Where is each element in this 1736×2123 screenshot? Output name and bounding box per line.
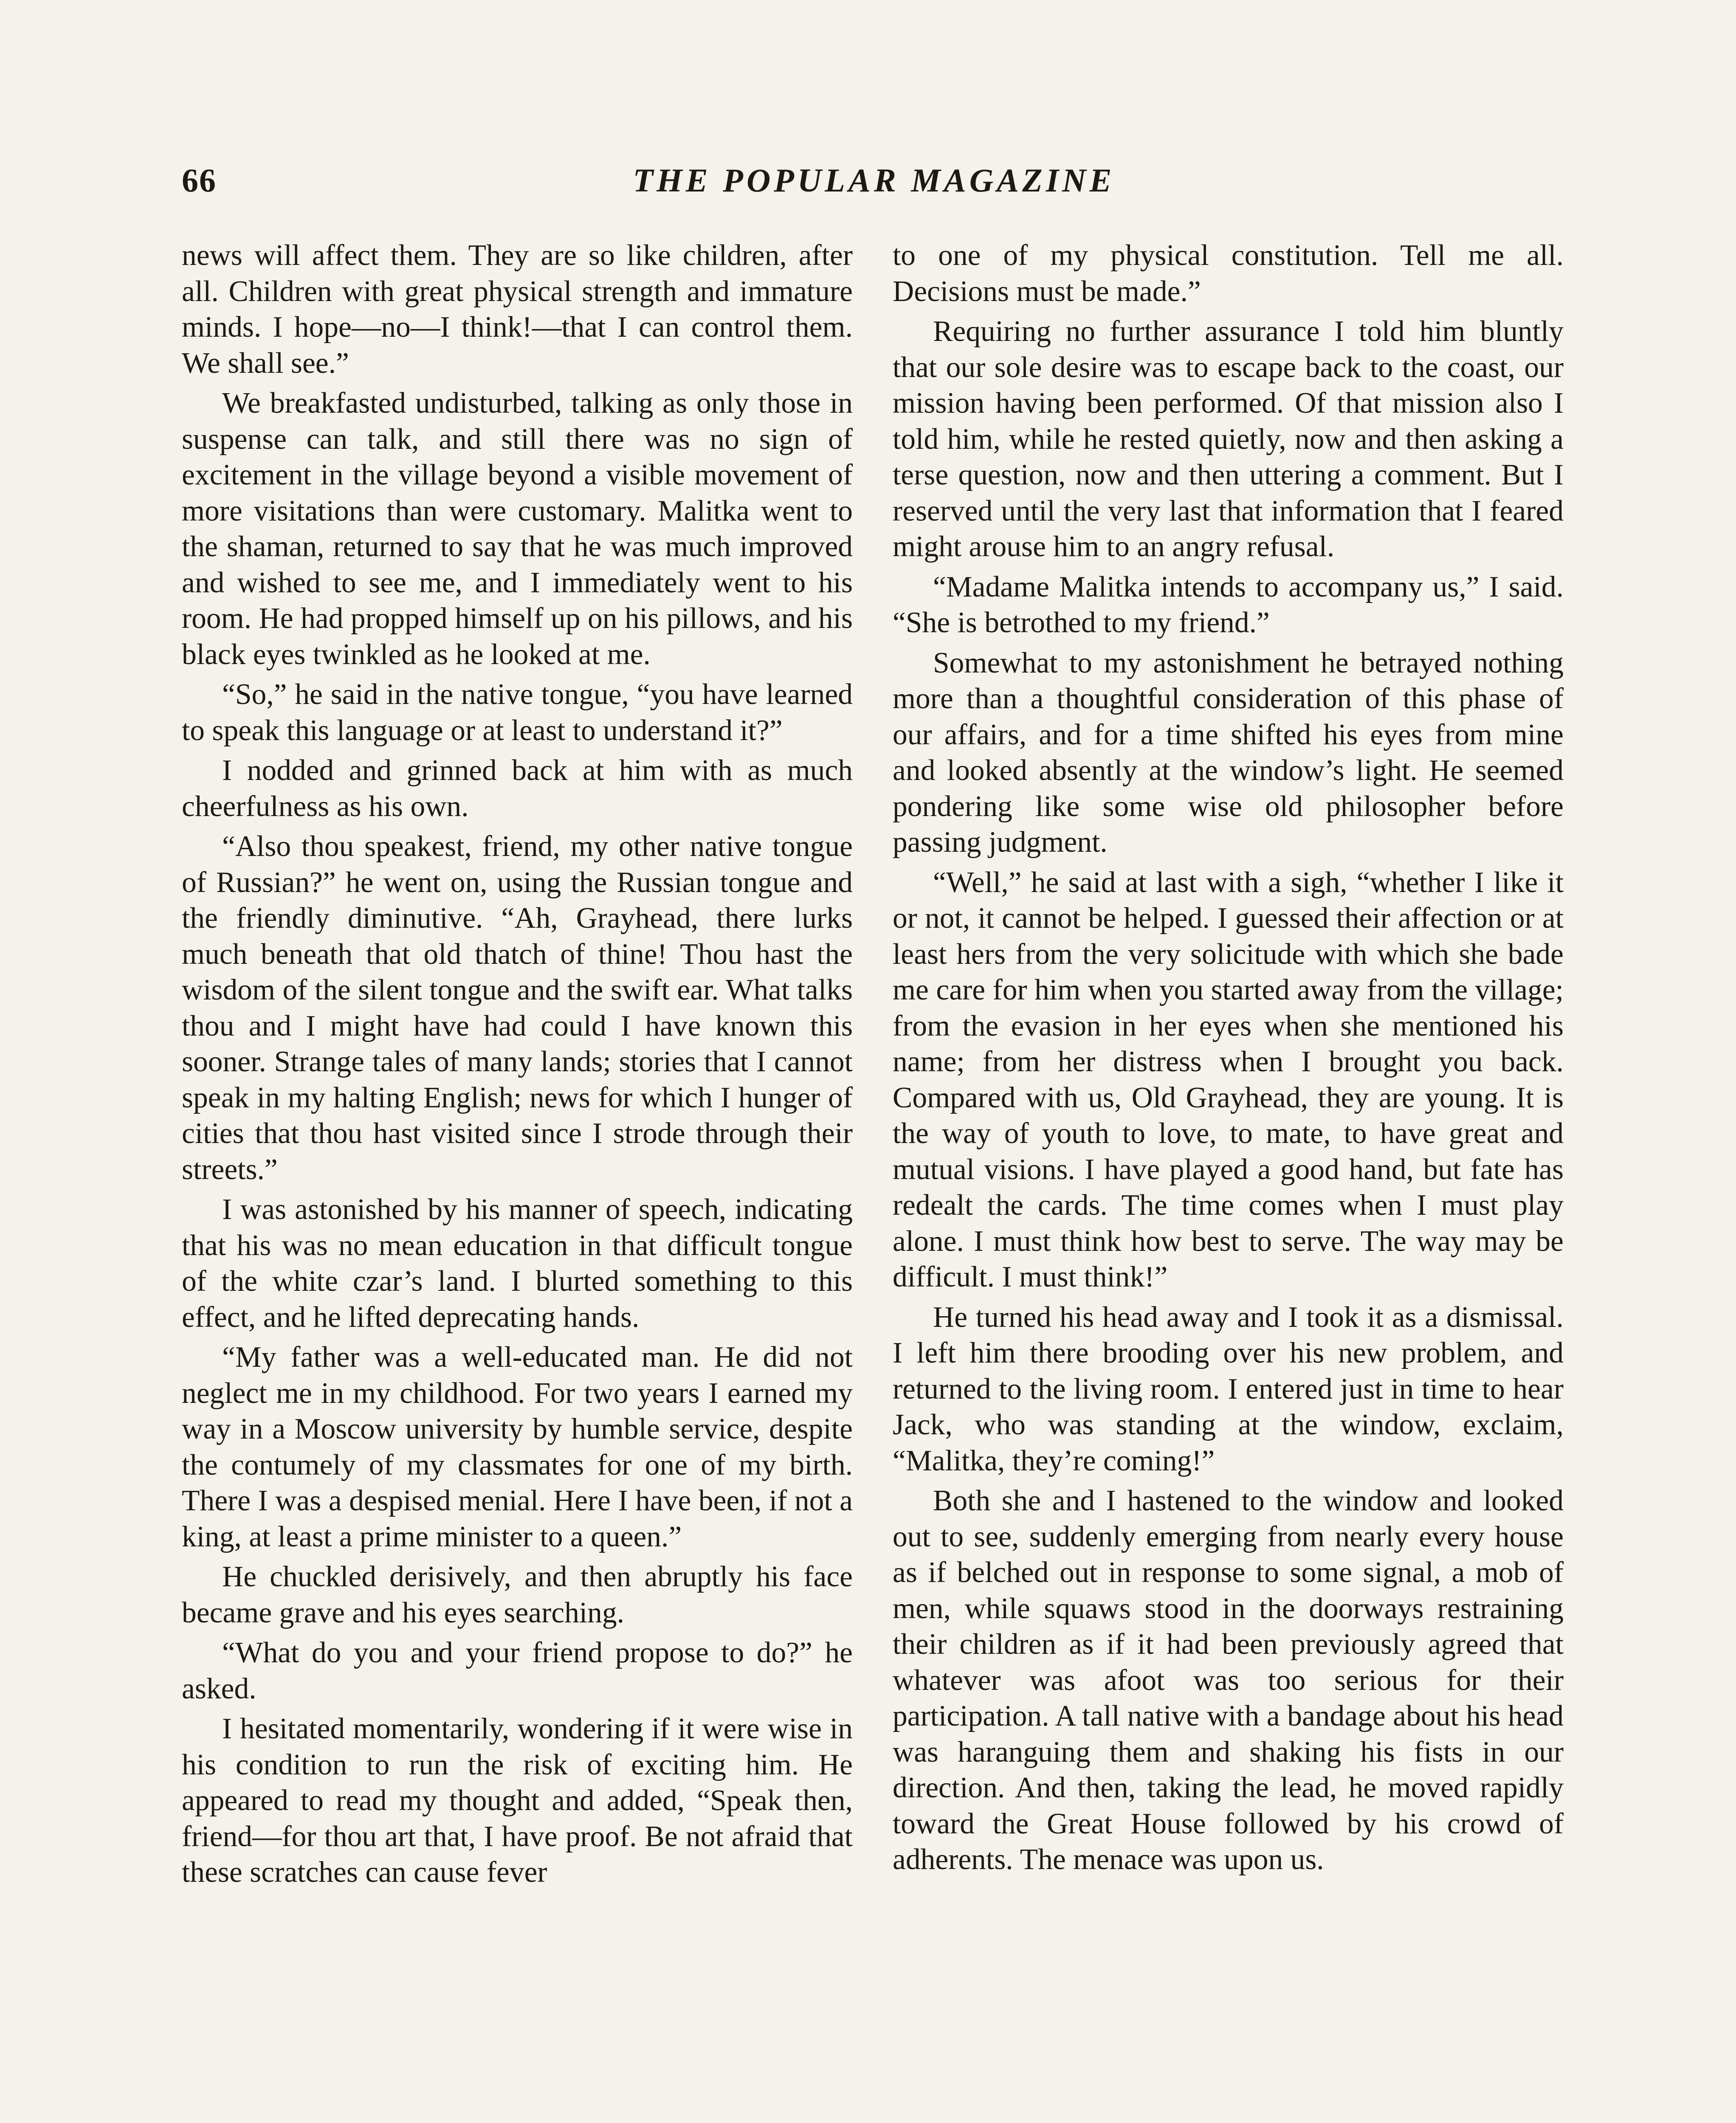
paragraph: “Also thou speakest, friend, my other native tongue of Russian?” he went on, using the Russian tongue and the friendly diminutive. “Ah, Grayhead, there lurks much beneath that old thatch of thine! Thou hast the wisdom of the silent tongue and the swift ear. What talks thou and I might have had could I have known this sooner. Strange tales of many lands; stories that I cannot speak in my halting English; news for which I hunger of cities that thou hast visited since I strode through their streets.” [182, 830, 853, 1186]
paragraph: “Well,” he said at last with a sigh, “whether I like it or not, it cannot be helped. I guessed their affection or at least hers from the very solicitude with which she bade me care for him when you started away from the village; from the evasion in her eyes when she mentioned his name; from her distress when I brought you back. Compared with us, Old Grayhead, they are young. It is the way of youth to love, to mate, to have great and mutual visions. I have played a good hand, but fate has redealt the cards. The time comes when I must play alone. I must think how best to serve. The way may be difficult. I must think!” [893, 866, 1564, 1293]
paragraph: I nodded and grinned back at him with as much cheerfulness as his own. [182, 754, 853, 823]
paragraph: Somewhat to my astonishment he betrayed nothing more than a thoughtful consideration of this phase of our affairs, and for a time shifted his eyes from mine and looked absently at the window’s light. He seemed pondering like some wise old philosopher before passing judgment. [893, 646, 1564, 859]
paragraph: Both she and I hastened to the window and looked out to see, suddenly emerging from nearly every house as if belched out in response to some signal, a mob of men, while squaws stood in the doorways restraining their children as if it had been previously agreed that whatever was afoot was too serious for their participation. A tall native with a bandage about his head was haranguing them and shaking his fists in our direction. And then, taking the lead, he moved rapidly toward the Great House followed by his crowd of adherents. The menace was upon us. [893, 1484, 1564, 1876]
paragraph: I was astonished by his manner of speech, indicating that his was no mean education in that difficult tongue of the white czar’s land. I blurted something to this effect, and he lifted deprecating hands. [182, 1193, 853, 1334]
page-header [182, 161, 1566, 217]
paragraph: “Madame Malitka intends to accompany us,” I said. “She is betrothed to my friend.” [893, 570, 1564, 639]
paragraph: He turned his head away and I took it as a dismissal. I left him there brooding over his new problem, and returned to the living room. I entered just in time to hear Jack, who was standing at the window, exclaim, “Malitka, they’re coming!” [893, 1301, 1564, 1477]
paragraph: He chuckled derisively, and then abruptly his face became grave and his eyes searching. [182, 1560, 853, 1629]
paragraph: “What do you and your friend propose to do?” he asked. [182, 1636, 853, 1705]
paragraph: “So,” he said in the native tongue, “you have learned to speak this language or at least to understand it?” [182, 678, 853, 747]
page-number: 66 [182, 162, 217, 199]
paragraph: “My father was a well-educated man. He did not neglect me in my childhood. For two years I earned my way in a Moscow university by humble service, despite the contumely of my classmates for one of my birth. There I was a despised menial. Here I have been, if not a king, at least a prime minister to a queen.” [182, 1341, 853, 1553]
left-column [182, 238, 853, 1895]
paragraph: to one of my physical constitution. Tell me all. Decisions must be made.” [893, 239, 1564, 308]
paragraph: news will affect them. They are so like children, after all. Children with great physical strength and immature minds. I hope—no—I think!—that I can control them. We shall see.” [182, 239, 853, 380]
paragraph: We breakfasted undisturbed, talking as only those in suspense can talk, and still there was no sign of excitement in the village beyond a visible movement of more visitations than were customary. Malitka went to the shaman, returned to say that he was much improved and wished to see me, and I immediately went to his room. He had propped himself up on his pillows, and his black eyes twinkled as he looked at me. [182, 387, 853, 671]
paragraph: Requiring no further assurance I told him bluntly that our sole desire was to escape back to the coast, our mission having been performed. Of that mission also I told him, while he rested quietly, now and then asking a terse question, now and then uttering a comment. But I reserved until the very last that information that I feared might arouse him to an angry refusal. [893, 315, 1564, 563]
right-column [893, 238, 1564, 1882]
paragraph: I hesitated momentarily, wondering if it were wise in his condition to run the risk of exciting him. He appeared to read my thought and added, “Speak then, friend—for thou art that, I have proof. Be not afraid that these scratches can cause fever [182, 1712, 853, 1889]
running-head: THE POPULAR MAGAZINE [633, 162, 1115, 199]
